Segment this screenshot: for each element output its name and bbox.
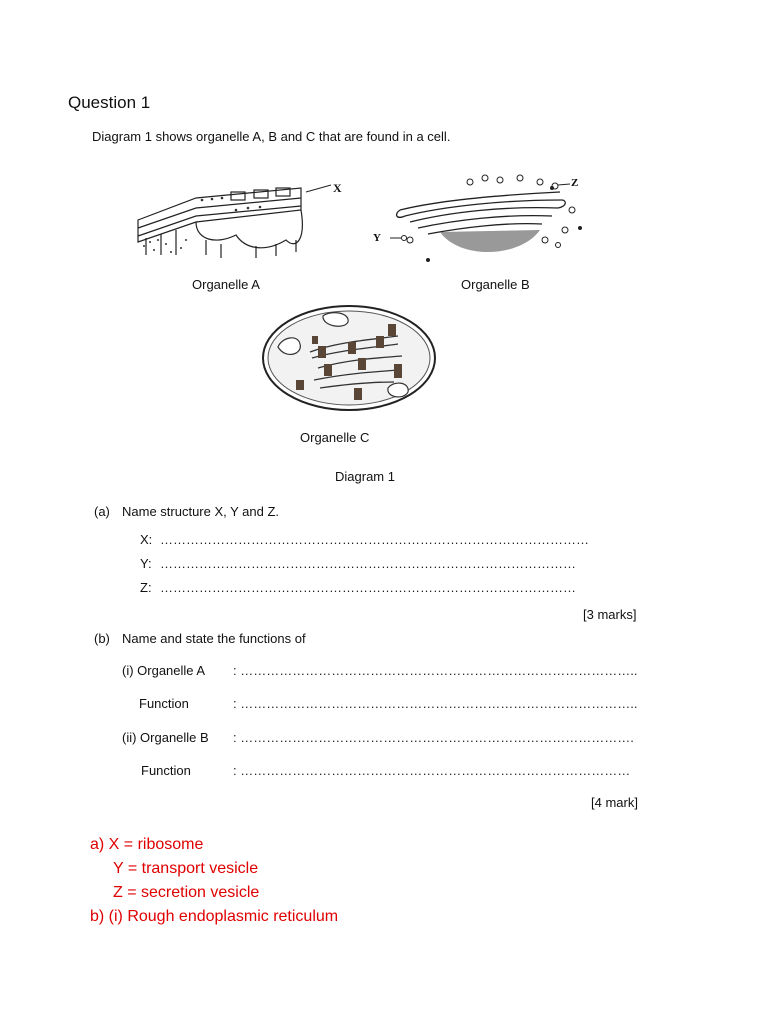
- part-b-label: (b): [94, 631, 110, 646]
- answer-a-y: Y = transport vesicle: [113, 860, 259, 877]
- part-a-question: Name structure X, Y and Z.: [122, 504, 280, 519]
- organelle-a-illustration: [136, 180, 346, 260]
- diagram-caption: Diagram 1: [335, 469, 395, 484]
- organelle-b-answer-line[interactable]: : ……………………………………………………………………………….: [233, 730, 634, 745]
- function-a-answer-line[interactable]: : ………………………………………………………………………………..: [233, 696, 638, 711]
- organelle-b-label: Organelle B: [461, 277, 530, 292]
- answer-line-y-label: Y:: [140, 556, 152, 571]
- function-b-label: Function: [141, 763, 191, 778]
- part-a-label: (a): [94, 504, 110, 519]
- organelle-a-row-label: (i) Organelle A: [122, 663, 206, 678]
- organelle-b-illustration: [380, 170, 590, 270]
- marker-z: Z: [571, 177, 579, 189]
- answer-a-z: Z = secretion vesicle: [113, 884, 260, 901]
- function-a-label: Function: [139, 696, 189, 711]
- answer-line-x-label: X:: [140, 532, 153, 547]
- function-b-answer-line[interactable]: : ………………………………………………………………………………: [233, 763, 631, 778]
- answer-b-i: b) (i) Rough endoplasmic reticulum: [90, 908, 339, 925]
- marker-x: X: [333, 181, 342, 195]
- organelle-b-row-label: (ii) Organelle B: [122, 730, 209, 745]
- intro-text: Diagram 1 shows organelle A, B and C that are found in a cell.: [92, 129, 451, 144]
- organelle-a-label: Organelle A: [192, 277, 260, 292]
- answer-a-x: a) X = ribosome: [90, 836, 204, 853]
- answer-line-y[interactable]: ……………………………………………………………………………………: [160, 556, 576, 571]
- organelle-a-answer-line[interactable]: : ………………………………………………………………………………..: [233, 663, 638, 678]
- question-title: Question 1: [68, 93, 151, 112]
- organelle-c-label: Organelle C: [300, 430, 370, 445]
- answer-line-z-label: Z:: [140, 580, 152, 595]
- organelle-c-illustration: [258, 302, 440, 414]
- part-b-question: Name and state the functions of: [122, 631, 306, 646]
- answer-line-z[interactable]: ……………………………………………………………………………………: [160, 580, 576, 595]
- answer-line-x[interactable]: ………………………………………………………………………………………: [160, 532, 589, 547]
- part-b-marks: [4 mark]: [591, 795, 638, 810]
- part-a-marks: [3 marks]: [583, 607, 637, 622]
- marker-y: Y: [373, 232, 381, 244]
